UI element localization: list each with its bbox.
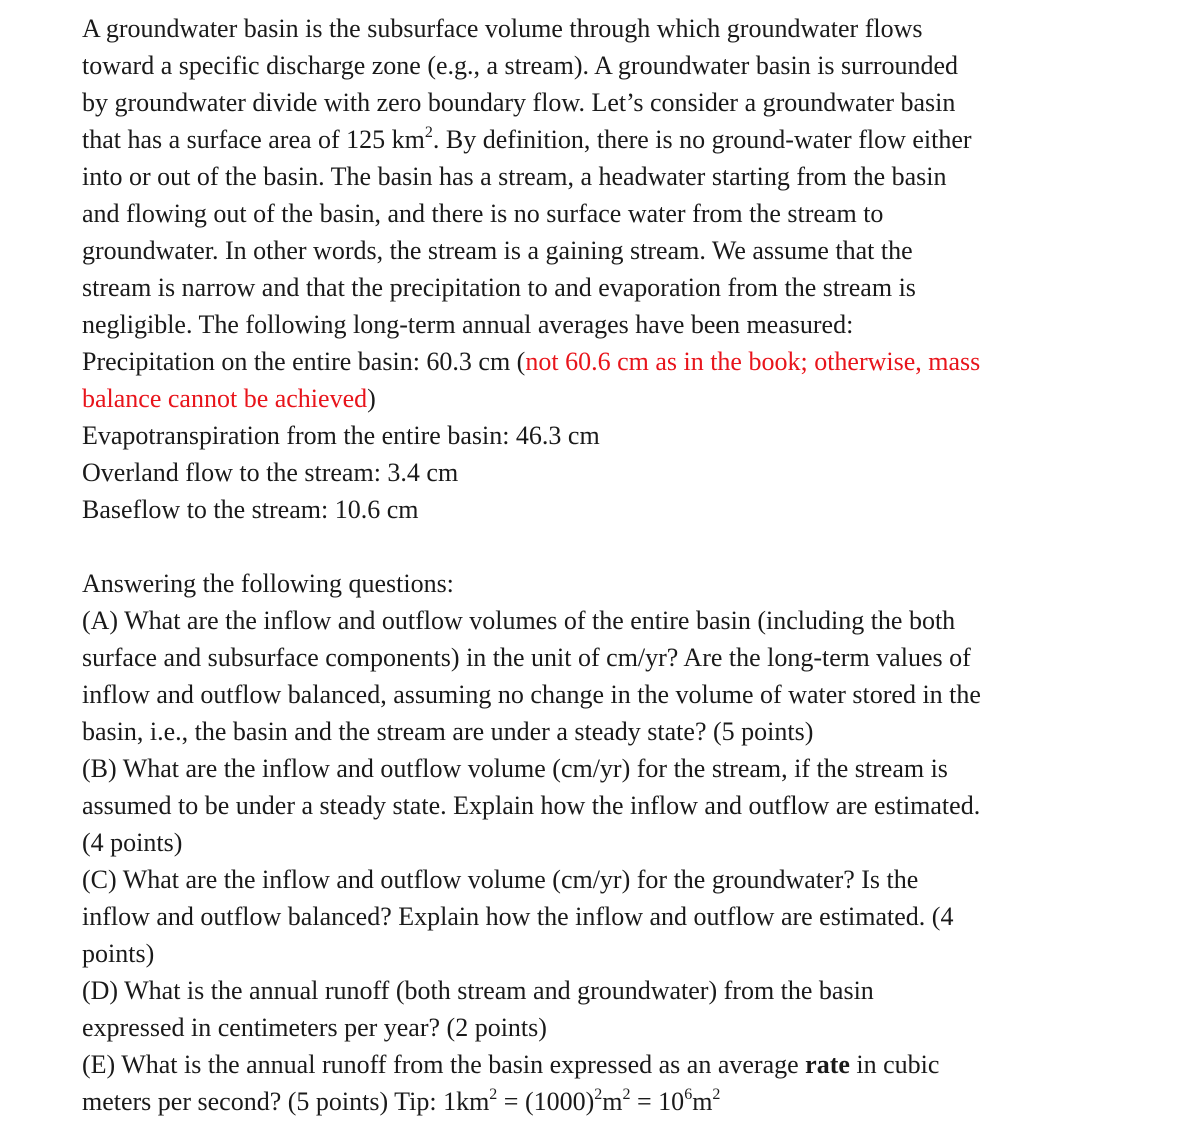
question-line: assumed to be under a steady state. Explain how the inflow and outflow are estimated. [82, 791, 981, 820]
tip-text: m [602, 1087, 623, 1116]
question-line: surface and subsurface components) in the unit of cm/yr? Are the long-term values of [82, 643, 971, 672]
area-text: that has a surface area of 125 km [82, 125, 425, 154]
tip-text: = 10 [630, 1087, 685, 1116]
tip-superscript: 6 [684, 1086, 693, 1103]
precipitation-correction-note-2: balance cannot be achieved [82, 384, 368, 413]
intro-line-1: A groundwater basin is the subsurface volume through which groundwater flows [82, 14, 923, 43]
tip-text: meters per second? (5 points) Tip: 1km [82, 1087, 490, 1116]
question-line: points) [82, 939, 155, 968]
body-line-2: and flowing out of the basin, and there is no surface water from the stream to [82, 199, 884, 228]
question-line: expressed in centimeters per year? (2 points) [82, 1013, 547, 1042]
question-e-line-1 [82, 1046, 1082, 1083]
question-e-line-2 [82, 1083, 1082, 1120]
document-body [82, 10, 1082, 1120]
question-e-text-after: in cubic [849, 1050, 940, 1079]
precipitation-label: Precipitation on the entire basin: 60.3 cm ( [82, 347, 526, 376]
precipitation-line [82, 343, 1082, 380]
baseflow-line: Baseflow to the stream: 10.6 cm [82, 495, 419, 524]
body-line-5: negligible. The following long-term annual averages have been measured: [82, 310, 854, 339]
evapotranspiration-line: Evapotranspiration from the entire basin: 46.3 cm [82, 421, 600, 450]
tip-superscript: 2 [489, 1086, 498, 1103]
question-line: inflow and outflow balanced? Explain how the inflow and outflow are estimated. (4 [82, 902, 954, 931]
body-line-1: into or out of the basin. The basin has a stream, a headwater starting from the basin [82, 162, 947, 191]
intro-line-2: toward a specific discharge zone (e.g., a stream). A groundwater basin is surrounded [82, 51, 959, 80]
intro-line-3: by groundwater divide with zero boundary flow. Let’s consider a groundwater basin [82, 88, 956, 117]
question-e-text: (E) What is the annual runoff from the basin expressed as an average [82, 1050, 806, 1079]
question-line: inflow and outflow balanced, assuming no change in the volume of water stored in the [82, 680, 981, 709]
area-line [82, 121, 1082, 158]
precipitation-line-2 [82, 380, 1082, 417]
question-line: (4 points) [82, 828, 183, 857]
question-line: basin, i.e., the basin and the stream are under a steady state? (5 points) [82, 717, 814, 746]
question-line: (A) What are the inflow and outflow volumes of the entire basin (including the both [82, 606, 956, 635]
tip-superscript: 2 [594, 1086, 603, 1103]
area-superscript: 2 [424, 124, 433, 141]
question-line: (B) What are the inflow and outflow volume (cm/yr) for the stream, if the stream is [82, 754, 948, 783]
area-text-after: . By definition, there is no ground-water flow either [432, 125, 972, 154]
questions-header: Answering the following questions: [82, 569, 454, 598]
paragraph-spacer [82, 528, 1082, 565]
question-line: (D) What is the annual runoff (both stream and groundwater) from the basin [82, 976, 874, 1005]
tip-text: = (1000) [497, 1087, 595, 1116]
body-line-4: stream is narrow and that the precipitation to and evaporation from the stream is [82, 273, 916, 302]
tip-superscript: 2 [622, 1086, 631, 1103]
precipitation-close-paren: ) [367, 384, 376, 413]
overland-flow-line: Overland flow to the stream: 3.4 cm [82, 458, 459, 487]
question-line: (C) What are the inflow and outflow volume (cm/yr) for the groundwater? Is the [82, 865, 919, 894]
question-e-bold-rate: rate [805, 1050, 850, 1079]
tip-text: m [692, 1087, 713, 1116]
body-line-3: groundwater. In other words, the stream is a gaining stream. We assume that the [82, 236, 913, 265]
tip-superscript: 2 [712, 1086, 721, 1103]
precipitation-correction-note: not 60.6 cm as in the book; otherwise, mass [525, 347, 981, 376]
